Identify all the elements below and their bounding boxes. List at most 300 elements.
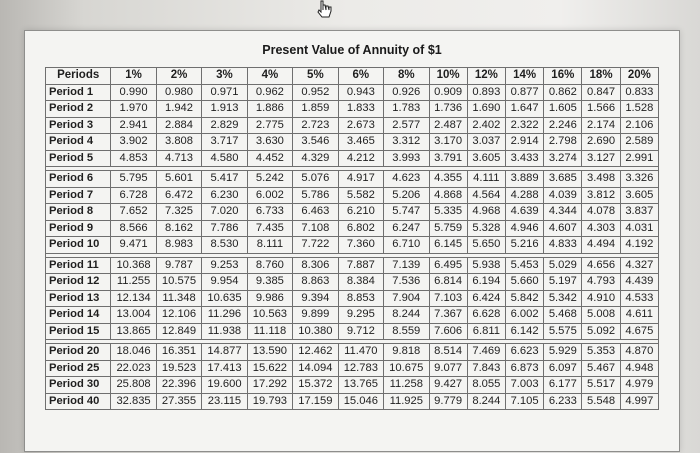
factor-cell: 4.623 [384,171,429,188]
factor-cell: 4.910 [582,290,620,307]
factor-cell: 7.843 [467,360,505,377]
factor-cell: 5.029 [544,257,582,274]
period-label: Period 25 [46,360,111,377]
factor-cell: 4.039 [544,187,582,204]
factor-cell: 9.899 [293,307,338,324]
factor-cell: 2.673 [338,117,383,134]
factor-cell: 9.787 [156,257,201,274]
period-label: Period 7 [46,187,111,204]
factor-cell: 2.322 [505,117,543,134]
rate-header: 3% [202,68,247,85]
factor-cell: 3.808 [156,134,201,151]
table-row [46,257,659,274]
factor-cell: 3.902 [111,134,156,151]
factor-cell: 4.639 [505,204,543,221]
factor-cell: 5.786 [293,187,338,204]
factor-cell: 0.833 [620,84,658,101]
factor-cell: 5.938 [467,257,505,274]
factor-cell: 6.002 [247,187,292,204]
factor-cell: 9.394 [293,290,338,307]
factor-cell: 32.835 [111,393,156,410]
factor-cell: 4.607 [544,220,582,237]
factor-cell: 4.111 [467,171,505,188]
factor-cell: 5.929 [544,344,582,361]
factor-cell: 10.380 [293,323,338,340]
factor-cell: 1.528 [620,101,658,118]
rate-header: 4% [247,68,292,85]
factor-cell: 6.463 [293,204,338,221]
factor-cell: 11.118 [247,323,292,340]
table-row [46,360,659,377]
period-label: Period 5 [46,150,111,167]
factor-cell: 4.344 [544,204,582,221]
factor-cell: 4.713 [156,150,201,167]
factor-cell: 4.946 [505,220,543,237]
factor-cell: 6.233 [544,393,582,410]
factor-cell: 6.247 [384,220,429,237]
factor-cell: 8.384 [338,274,383,291]
factor-cell: 5.076 [293,171,338,188]
factor-cell: 7.722 [293,237,338,254]
period-label: Period 9 [46,220,111,237]
factor-cell: 9.986 [247,290,292,307]
factor-cell: 7.536 [384,274,429,291]
table-row [46,204,659,221]
period-label: Period 13 [46,290,111,307]
factor-cell: 6.142 [505,323,543,340]
factor-cell: 19.600 [202,377,247,394]
table-row [46,344,659,361]
factor-cell: 8.530 [202,237,247,254]
annuity-table-sheet [24,30,680,452]
factor-cell: 6.811 [467,323,505,340]
factor-cell: 1.690 [467,101,505,118]
factor-cell: 15.372 [293,377,338,394]
factor-cell: 17.159 [293,393,338,410]
factor-cell: 1.736 [429,101,467,118]
factor-cell: 4.303 [582,220,620,237]
factor-cell: 4.793 [582,274,620,291]
factor-cell: 6.814 [429,274,467,291]
factor-cell: 4.870 [620,344,658,361]
factor-cell: 10.675 [384,360,429,377]
factor-cell: 1.566 [582,101,620,118]
factor-cell: 17.413 [202,360,247,377]
factor-cell: 7.786 [202,220,247,237]
factor-cell: 3.465 [338,134,383,151]
factor-cell: 8.853 [338,290,383,307]
factor-cell: 10.635 [202,290,247,307]
factor-cell: 7.652 [111,204,156,221]
factor-cell: 6.177 [544,377,582,394]
factor-cell: 5.795 [111,171,156,188]
period-label: Period 14 [46,307,111,324]
factor-cell: 2.577 [384,117,429,134]
factor-cell: 4.979 [620,377,658,394]
rate-header: 1% [111,68,156,85]
factor-cell: 2.402 [467,117,505,134]
factor-cell: 3.170 [429,134,467,151]
factor-cell: 3.546 [293,134,338,151]
factor-cell: 1.913 [202,101,247,118]
factor-cell: 4.327 [620,257,658,274]
factor-cell: 3.605 [620,187,658,204]
factor-cell: 9.253 [202,257,247,274]
factor-cell: 1.970 [111,101,156,118]
factor-cell: 5.242 [247,171,292,188]
period-label: Period 2 [46,101,111,118]
factor-cell: 0.893 [467,84,505,101]
factor-cell: 12.783 [338,360,383,377]
table-header-row [46,68,659,85]
factor-cell: 5.759 [429,220,467,237]
factor-cell: 22.023 [111,360,156,377]
factor-cell: 1.942 [156,101,201,118]
factor-cell: 5.575 [544,323,582,340]
factor-cell: 1.647 [505,101,543,118]
rate-header: 8% [384,68,429,85]
factor-cell: 13.865 [111,323,156,340]
factor-cell: 7.003 [505,377,543,394]
table-body [46,84,659,410]
factor-cell: 5.092 [582,323,620,340]
factor-cell: 2.487 [429,117,467,134]
factor-cell: 3.312 [384,134,429,151]
factor-cell: 5.842 [505,290,543,307]
factor-cell: 3.433 [505,150,543,167]
factor-cell: 4.997 [620,393,658,410]
factor-cell: 4.853 [111,150,156,167]
factor-cell: 5.517 [582,377,620,394]
factor-cell: 14.094 [293,360,338,377]
factor-cell: 6.873 [505,360,543,377]
rate-header: 6% [338,68,383,85]
factor-cell: 8.306 [293,257,338,274]
period-label: Period 11 [46,257,111,274]
period-label: Period 40 [46,393,111,410]
factor-cell: 6.628 [467,307,505,324]
factor-cell: 7.325 [156,204,201,221]
factor-cell: 7.904 [384,290,429,307]
factor-cell: 6.733 [247,204,292,221]
table-row [46,150,659,167]
table-row [46,84,659,101]
factor-cell: 13.590 [247,344,292,361]
factor-cell: 7.108 [293,220,338,237]
period-label: Period 10 [46,237,111,254]
factor-cell: 0.980 [156,84,201,101]
factor-cell: 5.468 [544,307,582,324]
factor-cell: 13.004 [111,307,156,324]
factor-cell: 17.292 [247,377,292,394]
factor-cell: 4.580 [202,150,247,167]
factor-cell: 4.212 [338,150,383,167]
factor-cell: 10.368 [111,257,156,274]
factor-cell: 7.139 [384,257,429,274]
factor-cell: 1.859 [293,101,338,118]
factor-cell: 0.862 [544,84,582,101]
table-row [46,134,659,151]
factor-cell: 7.103 [429,290,467,307]
factor-cell: 6.002 [505,307,543,324]
factor-cell: 22.396 [156,377,201,394]
period-label: Period 20 [46,344,111,361]
periods-header: Periods [46,68,111,85]
factor-cell: 3.498 [582,171,620,188]
factor-cell: 2.991 [620,150,658,167]
factor-cell: 8.760 [247,257,292,274]
factor-cell: 9.385 [247,274,292,291]
factor-cell: 2.723 [293,117,338,134]
factor-cell: 1.783 [384,101,429,118]
factor-cell: 7.367 [429,307,467,324]
factor-cell: 2.589 [620,134,658,151]
factor-cell: 4.355 [429,171,467,188]
factor-cell: 5.008 [582,307,620,324]
factor-cell: 3.812 [582,187,620,204]
rate-header: 10% [429,68,467,85]
factor-cell: 1.833 [338,101,383,118]
factor-cell: 5.650 [467,237,505,254]
factor-cell: 6.710 [384,237,429,254]
factor-cell: 3.037 [467,134,505,151]
factor-cell: 5.206 [384,187,429,204]
factor-cell: 23.115 [202,393,247,410]
factor-cell: 6.145 [429,237,467,254]
factor-cell: 3.605 [467,150,505,167]
factor-cell: 3.791 [429,150,467,167]
factor-cell: 11.255 [111,274,156,291]
period-label: Period 4 [46,134,111,151]
factor-cell: 6.424 [467,290,505,307]
factor-cell: 2.246 [544,117,582,134]
factor-cell: 8.514 [429,344,467,361]
factor-cell: 6.623 [505,344,543,361]
factor-cell: 7.887 [338,257,383,274]
factor-cell: 7.435 [247,220,292,237]
table-row [46,274,659,291]
factor-cell: 11.938 [202,323,247,340]
factor-cell: 2.798 [544,134,582,151]
table-row [46,377,659,394]
factor-cell: 7.360 [338,237,383,254]
table-row [46,220,659,237]
factor-cell: 11.470 [338,344,383,361]
period-label: Period 30 [46,377,111,394]
factor-cell: 8.863 [293,274,338,291]
factor-cell: 0.943 [338,84,383,101]
factor-cell: 15.622 [247,360,292,377]
factor-cell: 2.775 [247,117,292,134]
factor-cell: 6.802 [338,220,383,237]
factor-cell: 11.348 [156,290,201,307]
factor-cell: 3.127 [582,150,620,167]
factor-cell: 19.793 [247,393,292,410]
factor-cell: 7.020 [202,204,247,221]
factor-cell: 0.926 [384,84,429,101]
factor-cell: 11.296 [202,307,247,324]
factor-cell: 4.868 [429,187,467,204]
factor-cell: 5.216 [505,237,543,254]
factor-cell: 0.971 [202,84,247,101]
factor-cell: 1.886 [247,101,292,118]
factor-cell: 8.566 [111,220,156,237]
factor-cell: 3.274 [544,150,582,167]
factor-cell: 4.494 [582,237,620,254]
table-row [46,101,659,118]
table-row [46,171,659,188]
factor-cell: 0.952 [293,84,338,101]
rate-header: 12% [467,68,505,85]
period-label: Period 1 [46,84,111,101]
table-row [46,187,659,204]
factor-cell: 4.564 [467,187,505,204]
factor-cell: 3.889 [505,171,543,188]
factor-cell: 4.948 [620,360,658,377]
factor-cell: 18.046 [111,344,156,361]
rate-header: 16% [544,68,582,85]
factor-cell: 4.452 [247,150,292,167]
factor-cell: 4.439 [620,274,658,291]
factor-cell: 4.192 [620,237,658,254]
factor-cell: 9.295 [338,307,383,324]
factor-cell: 2.914 [505,134,543,151]
factor-cell: 8.111 [247,237,292,254]
table-title: Present Value of Annuity of $1 [262,43,442,57]
rate-header: 18% [582,68,620,85]
factor-cell: 5.328 [467,220,505,237]
factor-cell: 6.230 [202,187,247,204]
present-value-annuity-table [45,67,659,410]
factor-cell: 4.078 [582,204,620,221]
factor-cell: 2.174 [582,117,620,134]
period-label: Period 15 [46,323,111,340]
factor-cell: 4.833 [544,237,582,254]
factor-cell: 5.453 [505,257,543,274]
period-label: Period 8 [46,204,111,221]
factor-cell: 0.847 [582,84,620,101]
factor-cell: 5.197 [544,274,582,291]
factor-cell: 4.288 [505,187,543,204]
factor-cell: 5.582 [338,187,383,204]
factor-cell: 3.630 [247,134,292,151]
factor-cell: 6.495 [429,257,467,274]
factor-cell: 1.605 [544,101,582,118]
factor-cell: 5.342 [544,290,582,307]
factor-cell: 8.244 [467,393,505,410]
rate-header: 5% [293,68,338,85]
factor-cell: 12.849 [156,323,201,340]
factor-cell: 5.601 [156,171,201,188]
factor-cell: 11.925 [384,393,429,410]
factor-cell: 7.105 [505,393,543,410]
factor-cell: 4.917 [338,171,383,188]
table-row [46,393,659,410]
factor-cell: 14.877 [202,344,247,361]
rate-header: 14% [505,68,543,85]
factor-cell: 12.106 [156,307,201,324]
factor-cell: 8.055 [467,377,505,394]
factor-cell: 7.606 [429,323,467,340]
mouse-cursor-icon [316,0,334,20]
factor-cell: 6.194 [467,274,505,291]
factor-cell: 9.779 [429,393,467,410]
factor-cell: 2.690 [582,134,620,151]
factor-cell: 9.427 [429,377,467,394]
factor-cell: 3.685 [544,171,582,188]
factor-cell: 9.818 [384,344,429,361]
rate-header: 2% [156,68,201,85]
factor-cell: 9.954 [202,274,247,291]
factor-cell: 4.611 [620,307,658,324]
factor-cell: 2.884 [156,117,201,134]
factor-cell: 4.968 [467,204,505,221]
factor-cell: 19.523 [156,360,201,377]
factor-cell: 5.353 [582,344,620,361]
factor-cell: 9.077 [429,360,467,377]
factor-cell: 5.467 [582,360,620,377]
factor-cell: 25.808 [111,377,156,394]
factor-cell: 5.417 [202,171,247,188]
factor-cell: 10.563 [247,307,292,324]
factor-cell: 8.244 [384,307,429,324]
factor-cell: 3.837 [620,204,658,221]
factor-cell: 7.469 [467,344,505,361]
factor-cell: 4.329 [293,150,338,167]
period-label: Period 12 [46,274,111,291]
factor-cell: 5.548 [582,393,620,410]
factor-cell: 16.351 [156,344,201,361]
factor-cell: 0.990 [111,84,156,101]
factor-cell: 12.462 [293,344,338,361]
factor-cell: 5.747 [384,204,429,221]
factor-cell: 8.559 [384,323,429,340]
factor-cell: 9.712 [338,323,383,340]
factor-cell: 4.031 [620,220,658,237]
factor-cell: 6.472 [156,187,201,204]
factor-cell: 3.326 [620,171,658,188]
factor-cell: 8.162 [156,220,201,237]
table-row [46,237,659,254]
factor-cell: 4.675 [620,323,658,340]
table-row [46,290,659,307]
factor-cell: 11.258 [384,377,429,394]
factor-cell: 4.533 [620,290,658,307]
factor-cell: 4.656 [582,257,620,274]
factor-cell: 2.829 [202,117,247,134]
factor-cell: 2.941 [111,117,156,134]
table-row [46,323,659,340]
period-label: Period 3 [46,117,111,134]
factor-cell: 6.097 [544,360,582,377]
factor-cell: 15.046 [338,393,383,410]
factor-cell: 0.909 [429,84,467,101]
factor-cell: 6.210 [338,204,383,221]
factor-cell: 5.660 [505,274,543,291]
table-row [46,117,659,134]
factor-cell: 6.728 [111,187,156,204]
rate-header: 20% [620,68,658,85]
factor-cell: 5.335 [429,204,467,221]
factor-cell: 2.106 [620,117,658,134]
factor-cell: 12.134 [111,290,156,307]
factor-cell: 10.575 [156,274,201,291]
factor-cell: 8.983 [156,237,201,254]
factor-cell: 13.765 [338,377,383,394]
period-label: Period 6 [46,171,111,188]
factor-cell: 3.717 [202,134,247,151]
factor-cell: 3.993 [384,150,429,167]
